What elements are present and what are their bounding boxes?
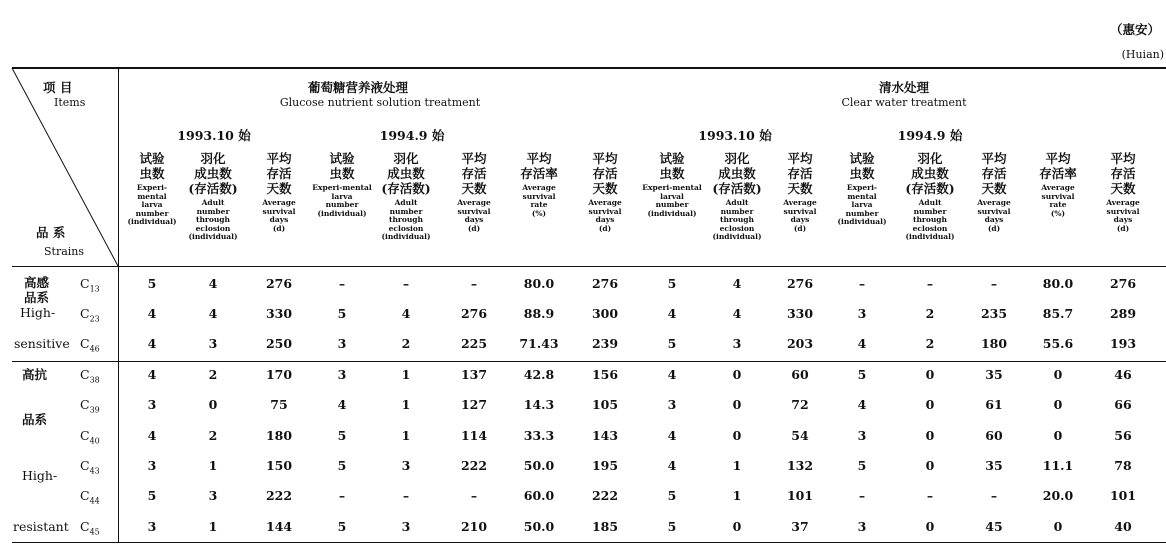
table-cell: 0 (925, 397, 935, 412)
table-cell: 4 (147, 306, 157, 321)
table-cell: 235 (980, 306, 1008, 321)
column-header-en: Average survival rate (%) (522, 183, 556, 218)
table-cell: 180 (980, 336, 1008, 351)
table-cell: 50.0 (523, 519, 555, 534)
table-cell: 132 (786, 458, 814, 473)
table-cell: – (338, 276, 346, 291)
strain-letter: C (80, 519, 90, 534)
table-cell: 195 (591, 458, 619, 473)
table-cell: 45 (985, 519, 1003, 534)
column-header (262, 151, 295, 233)
table-cell: 3 (857, 519, 867, 534)
table-cell: 5 (667, 519, 677, 534)
table-cell: 5 (857, 458, 867, 473)
table-cell: 0 (208, 397, 218, 412)
strain-number: 44 (89, 496, 100, 506)
table-cell: 88.9 (523, 306, 555, 321)
table-cell: 5 (337, 458, 347, 473)
table-cell: 3 (208, 488, 218, 503)
treatment-glucose-cn: 葡萄糖营养液处理 (307, 80, 409, 95)
table-cell: 156 (591, 367, 619, 382)
table-cell: 0 (925, 458, 935, 473)
treatment-water-cn: 清水处理 (878, 80, 930, 95)
column-header-en: Average survival days (d) (262, 198, 296, 233)
column-header (188, 151, 237, 242)
table-cell: 50.0 (523, 458, 555, 473)
table-cell: 276 (460, 306, 488, 321)
table-cell: 105 (591, 397, 619, 412)
table-cell: 0 (1053, 367, 1063, 382)
strain-label (80, 521, 100, 537)
column-header-cn: 平均 存活率 (520, 151, 558, 181)
table-cell: 0 (925, 428, 935, 443)
table-cell: 276 (591, 276, 619, 291)
table-cell: – (338, 488, 346, 503)
group-label-line: sensitive (14, 336, 70, 351)
table-cell: 3 (667, 397, 677, 412)
table-cell: 1 (732, 488, 742, 503)
table-cell: 225 (460, 336, 488, 351)
table-cell: 80.0 (523, 276, 555, 291)
table-cell: 20.0 (1042, 488, 1074, 503)
table-cell: 1 (208, 519, 218, 534)
column-header-en: Average survival rate (%) (1041, 183, 1075, 218)
table-cell: 33.3 (523, 428, 555, 443)
table-cell: 5 (667, 276, 677, 291)
table-cell: 144 (265, 519, 293, 534)
column-header-cn: 试验 虫数 (659, 151, 685, 181)
strain-letter: C (80, 458, 90, 473)
column-header (977, 151, 1010, 233)
table-cell: 66 (1114, 397, 1132, 412)
table-cell: 4 (401, 306, 411, 321)
items-label-en: Items (54, 96, 86, 109)
table-cell: 300 (591, 306, 619, 321)
group-label-line: 品系 (24, 290, 50, 305)
group-label-line: High- (20, 305, 56, 320)
table-cell: 71.43 (519, 336, 559, 351)
strain-label (80, 430, 100, 446)
column-header-cn: 平均 存活 天数 (981, 151, 1007, 196)
column-header-cn: 羽化 成虫数 (存活数) (381, 151, 431, 196)
table-cell: 4 (337, 397, 347, 412)
strain-label (80, 399, 100, 415)
column-header-en: Experi- mental larva number (individual) (837, 183, 887, 227)
table-cell: 56 (1114, 428, 1132, 443)
table-cell: 150 (265, 458, 293, 473)
column-header-en: Adult number through eclosion (individual) (188, 198, 238, 242)
table-cell: 114 (460, 428, 488, 443)
table-cell: – (402, 488, 410, 503)
table-cell: 3 (208, 336, 218, 351)
table-cell: – (990, 488, 998, 503)
table-cell: 35 (985, 367, 1003, 382)
table-cell: 72 (791, 397, 809, 412)
items-label-cn: 项 目 (43, 80, 73, 95)
table-cell: 127 (460, 397, 488, 412)
table-cell: 14.3 (523, 397, 555, 412)
column-header-en: Experi- mental larva number (individual) (127, 183, 177, 227)
table-cell: 60.0 (523, 488, 555, 503)
table-cell: 54 (791, 428, 809, 443)
table-cell: – (926, 488, 934, 503)
strain-label (80, 460, 100, 476)
column-header (1106, 151, 1139, 233)
table-cell: 1 (401, 367, 411, 382)
treatment-water-en: Clear water treatment (841, 96, 967, 109)
strains-label-en: Strains (44, 245, 85, 258)
table-cell: – (990, 276, 998, 291)
strain-letter: C (80, 397, 90, 412)
table-cell: 3 (401, 458, 411, 473)
table-cell: 5 (337, 306, 347, 321)
table-cell: – (858, 276, 866, 291)
table-cell: 4 (857, 397, 867, 412)
table-cell: 330 (265, 306, 293, 321)
strains-label-cn: 品 系 (36, 225, 66, 240)
column-header-en: Adult number through eclosion (individual) (381, 198, 431, 242)
table-cell: 3 (337, 336, 347, 351)
strain-letter: C (80, 367, 90, 382)
column-header (312, 151, 371, 218)
strain-letter: C (80, 306, 90, 321)
strain-label (80, 490, 100, 506)
table-cell: 3 (147, 458, 157, 473)
table-cell: 3 (732, 336, 742, 351)
table-cell: 2 (208, 428, 218, 443)
column-header-cn: 平均 存活 天数 (266, 151, 292, 196)
table-cell: 46 (1114, 367, 1132, 382)
table-cell: 170 (265, 367, 293, 382)
table-cell: 1 (732, 458, 742, 473)
table-cell: 60 (791, 367, 809, 382)
column-header (783, 151, 816, 233)
table-cell: 0 (925, 367, 935, 382)
table-cell: 137 (460, 367, 488, 382)
column-header-cn: 羽化 成虫数 (存活数) (905, 151, 955, 196)
column-header-cn: 平均 存活 天数 (592, 151, 618, 196)
column-header-cn: 试验 虫数 (849, 151, 875, 181)
table-cell: 2 (925, 336, 935, 351)
table-cell: 4 (147, 367, 157, 382)
table-cell: 222 (265, 488, 293, 503)
table-cell: 4 (147, 336, 157, 351)
group-label-line: 高感 (24, 275, 50, 290)
table-cell: 180 (265, 428, 293, 443)
table-cell: 1 (208, 458, 218, 473)
column-header-en: Average survival days (d) (588, 198, 622, 233)
strain-label (80, 369, 100, 385)
column-header-en: Experi-mental larval number (individual) (642, 183, 702, 218)
group-label-line: resistant (13, 519, 69, 534)
table-cell: 222 (460, 458, 488, 473)
table-cell: 85.7 (1042, 306, 1074, 321)
table-cell: 4 (667, 428, 677, 443)
table-cell: 0 (1053, 428, 1063, 443)
table-cell: 0 (732, 367, 742, 382)
table-cell: 3 (857, 428, 867, 443)
table-cell: – (858, 488, 866, 503)
table-cell: 37 (791, 519, 809, 534)
table-cell: 0 (1053, 397, 1063, 412)
treatment-glucose-en: Glucose nutrient solution treatment (279, 96, 481, 109)
table-cell: 5 (147, 488, 157, 503)
strain-number: 46 (89, 344, 100, 354)
column-header-en: Average survival days (d) (977, 198, 1011, 233)
column-header-cn: 试验 虫数 (139, 151, 165, 181)
column-header (381, 151, 430, 242)
table-cell: 1 (401, 428, 411, 443)
table-cell: 40 (1114, 519, 1132, 534)
table-cell: 3 (147, 519, 157, 534)
strain-number: 40 (89, 436, 100, 446)
table-cell: 0 (732, 428, 742, 443)
table-cell: 2 (925, 306, 935, 321)
column-header-cn: 平均 存活 天数 (787, 151, 813, 196)
table-cell: 4 (208, 306, 218, 321)
table-cell: 5 (337, 519, 347, 534)
table-cell: 203 (786, 336, 814, 351)
column-header-cn: 平均 存活 天数 (461, 151, 487, 196)
table-cell: 42.8 (523, 367, 555, 382)
column-header-en: Average survival days (d) (1106, 198, 1140, 233)
table-cell: 5 (857, 367, 867, 382)
strain-label (80, 308, 100, 324)
table-cell: 5 (667, 488, 677, 503)
table-cell: 330 (786, 306, 814, 321)
table-cell: 5 (337, 428, 347, 443)
period-header: 1994.9 始 (379, 128, 445, 143)
column-header-cn: 平均 存活 天数 (1110, 151, 1136, 196)
table-cell: 193 (1109, 336, 1137, 351)
column-header-en: Adult number through eclosion (individual) (905, 198, 955, 242)
table-cell: 4 (208, 276, 218, 291)
table-cell: 80.0 (1042, 276, 1074, 291)
table-cell: 185 (591, 519, 619, 534)
table-cell: 2 (208, 367, 218, 382)
column-header (127, 151, 176, 227)
table-cell: 222 (591, 488, 619, 503)
strain-number: 13 (89, 284, 100, 294)
strain-number: 45 (89, 527, 100, 537)
strain-label (80, 278, 100, 294)
column-header-en: Adult number through eclosion (individual) (712, 198, 762, 242)
table-cell: 11.1 (1042, 458, 1074, 473)
table-cell: 210 (460, 519, 488, 534)
column-header-en: Experi-mental larva number (individual) (312, 183, 372, 218)
table-cell: 1 (401, 397, 411, 412)
table-cell: 289 (1109, 306, 1137, 321)
table-cell: 276 (786, 276, 814, 291)
strain-number: 39 (89, 405, 100, 415)
strain-letter: C (80, 488, 90, 503)
column-header-cn: 平均 存活率 (1039, 151, 1077, 181)
column-header (457, 151, 490, 233)
table-cell: – (402, 276, 410, 291)
strain-letter: C (80, 336, 90, 351)
location-cn: （惠安） (1109, 22, 1160, 37)
column-header-en: Average survival days (d) (457, 198, 491, 233)
period-header: 1993.10 始 (698, 128, 772, 143)
table-cell: 101 (1109, 488, 1137, 503)
strain-number: 23 (89, 314, 100, 324)
table-cell: 250 (265, 336, 293, 351)
table-cell: 4 (667, 367, 677, 382)
table-cell: 78 (1114, 458, 1132, 473)
table-cell: 5 (667, 336, 677, 351)
column-header-cn: 试验 虫数 (329, 151, 355, 181)
table-cell: 239 (591, 336, 619, 351)
table-cell: 3 (401, 519, 411, 534)
column-header (588, 151, 621, 233)
group-label-line: 高抗 (22, 367, 48, 382)
group-label-line: 品系 (22, 412, 48, 427)
column-header (837, 151, 886, 227)
column-header (520, 151, 558, 218)
table-cell: – (470, 488, 478, 503)
table-cell: 4 (732, 306, 742, 321)
table-cell: 60 (985, 428, 1003, 443)
strain-label (80, 338, 100, 354)
table-cell: 75 (270, 397, 288, 412)
period-header: 1994.9 始 (897, 128, 963, 143)
table-cell: 3 (147, 397, 157, 412)
column-header-en: Average survival days (d) (783, 198, 817, 233)
column-header (712, 151, 761, 242)
location-en: (Huian) (1121, 48, 1164, 61)
table-cell: 4 (147, 428, 157, 443)
table-cell: 0 (732, 519, 742, 534)
table-cell: 2 (401, 336, 411, 351)
table-cell: 5 (147, 276, 157, 291)
strain-number: 43 (89, 466, 100, 476)
group-label-line: High- (22, 468, 58, 483)
table-cell: 0 (925, 519, 935, 534)
column-header (1039, 151, 1077, 218)
column-header-cn: 羽化 成虫数 (存活数) (188, 151, 238, 196)
table-cell: 276 (265, 276, 293, 291)
table-cell: 4 (857, 336, 867, 351)
table-cell: 4 (732, 276, 742, 291)
table-cell: 3 (337, 367, 347, 382)
column-header (642, 151, 701, 218)
strain-letter: C (80, 276, 90, 291)
table-cell: – (926, 276, 934, 291)
table-cell: 61 (985, 397, 1003, 412)
table-cell: 0 (732, 397, 742, 412)
table-cell: 143 (591, 428, 619, 443)
table-cell: – (470, 276, 478, 291)
strain-number: 38 (89, 375, 100, 385)
table-cell: 276 (1109, 276, 1137, 291)
table-cell: 35 (985, 458, 1003, 473)
column-header (905, 151, 954, 242)
table-cell: 0 (1053, 519, 1063, 534)
table-cell: 4 (667, 306, 677, 321)
table-cell: 3 (857, 306, 867, 321)
table-cell: 4 (667, 458, 677, 473)
table-cell: 101 (786, 488, 814, 503)
table-cell: 55.6 (1042, 336, 1074, 351)
strain-letter: C (80, 428, 90, 443)
column-header-cn: 羽化 成虫数 (存活数) (712, 151, 762, 196)
period-header: 1993.10 始 (177, 128, 251, 143)
